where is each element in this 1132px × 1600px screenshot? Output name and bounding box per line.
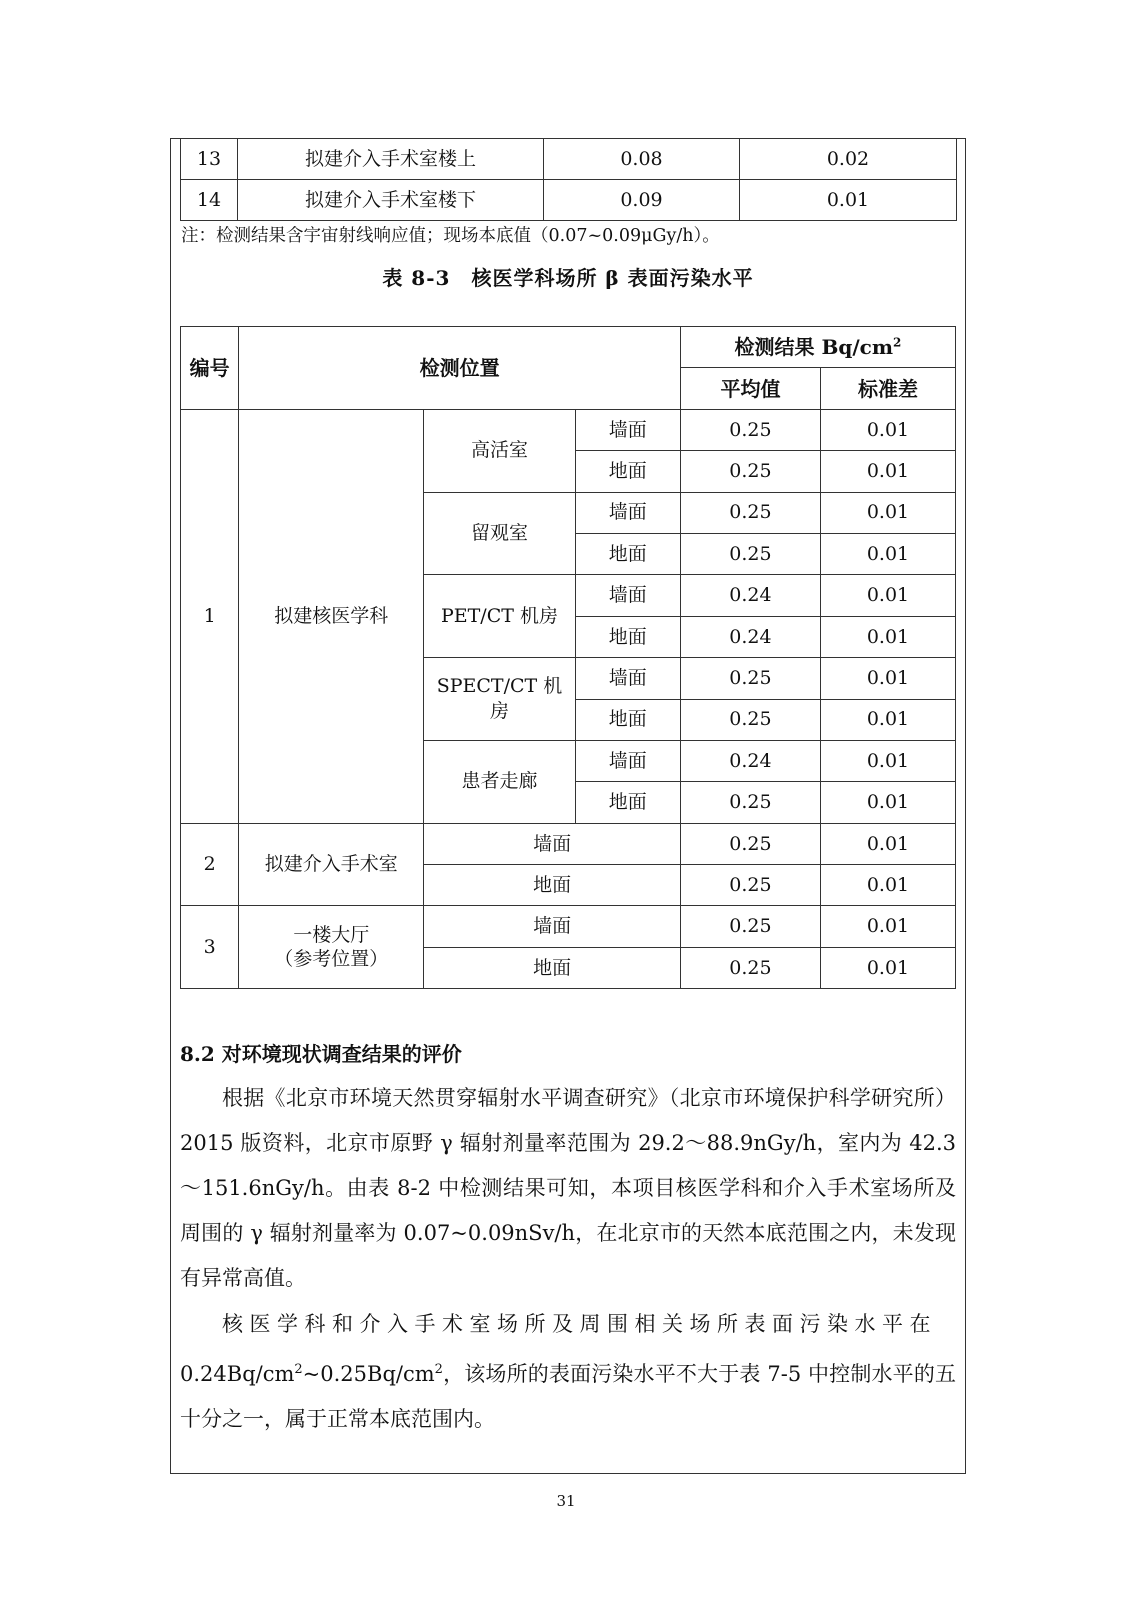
page-number: 31: [556, 1492, 576, 1510]
paragraph-gamma-dose: 根据《北京市环境天然贯穿辐射水平调查研究》（北京市环境保护科学研究所）2015 版资料，北京市原野 γ 辐射剂量率范围为 29.2～88.9nGy/h，室内为 42.3～151.6nGy/h。由表 8-2 中检测结果可知，本项目核医学科和介入手术室场所及周围的 γ 辐射剂量率为 0.07~0.09nSv/h，在北京市的天然本底范围之内，未发现有异常高值。: [180, 1086, 956, 1290]
value-cell: 0.08: [544, 139, 740, 180]
surface-cell: 地面: [575, 451, 680, 492]
mean-cell: 0.25: [680, 782, 820, 823]
value-cell: 0.02: [740, 139, 957, 180]
mean-cell: 0.24: [680, 740, 820, 781]
room-cell: 高活室: [424, 409, 575, 492]
table-row: [181, 823, 956, 864]
surface-cell: 墙面: [575, 575, 680, 616]
mean-cell: 0.24: [680, 616, 820, 657]
surface-cell: 墙面: [575, 492, 680, 533]
header-mean: 平均值: [680, 368, 820, 409]
surface-cell: 地面: [424, 947, 681, 988]
room-cell: 留观室: [424, 492, 575, 575]
surface-cell: 墙面: [424, 823, 681, 864]
value-cell: 0.01: [740, 180, 957, 221]
table-note: 注：检测结果含宇宙射线响应值；现场本底值（0.07~0.09μGy/h）。: [181, 226, 720, 246]
mean-cell: 0.25: [680, 865, 820, 906]
header-std: 标准差: [820, 368, 955, 409]
mean-cell: 0.25: [680, 451, 820, 492]
mean-cell: 0.25: [680, 492, 820, 533]
surface-cell: 地面: [575, 782, 680, 823]
table-caption: 表 8-3 核医学科场所 β 表面污染水平: [382, 266, 754, 290]
header-location: 检测位置: [239, 327, 681, 410]
group-area: 拟建核医学科: [239, 409, 424, 823]
std-cell: 0.01: [820, 533, 955, 574]
group-number: 2: [181, 823, 239, 906]
mean-cell: 0.25: [680, 409, 820, 450]
section-title: 8.2 对环境现状调查结果的评价: [180, 1042, 462, 1066]
surface-cell: 地面: [575, 699, 680, 740]
group-area: 拟建介入手术室: [239, 823, 424, 906]
mean-cell: 0.25: [680, 658, 820, 699]
group-number: 3: [181, 906, 239, 989]
std-cell: 0.01: [820, 492, 955, 533]
room-cell: PET/CT 机房: [424, 575, 575, 658]
std-cell: 0.01: [820, 823, 955, 864]
table-row: [181, 180, 957, 221]
std-cell: 0.01: [820, 658, 955, 699]
table-row: [181, 139, 957, 180]
mean-cell: 0.25: [680, 533, 820, 574]
surface-cell: 墙面: [424, 906, 681, 947]
dose-rate-table-continued: [180, 138, 957, 221]
surface-contamination-table: [180, 326, 956, 989]
header-row: [181, 327, 956, 368]
std-cell: 0.01: [820, 782, 955, 823]
header-number: 编号: [181, 327, 239, 410]
room-cell: 患者走廊: [424, 740, 575, 823]
surface-cell: 墙面: [575, 658, 680, 699]
header-result: 检测结果 $Bq/cm^2$: [680, 327, 955, 368]
mean-cell: 0.25: [680, 906, 820, 947]
std-cell: 0.01: [820, 699, 955, 740]
std-cell: 0.01: [820, 409, 955, 450]
location-cell: 拟建介入手术室楼上: [238, 139, 544, 180]
surface-cell: 地面: [424, 865, 681, 906]
surface-cell: 墙面: [575, 740, 680, 781]
mean-cell: 0.25: [680, 699, 820, 740]
table-row: [181, 409, 956, 450]
mean-cell: 0.25: [680, 823, 820, 864]
row-number: 14: [181, 180, 238, 221]
std-cell: 0.01: [820, 451, 955, 492]
row-number: 13: [181, 139, 238, 180]
table-row: [181, 906, 956, 947]
group-area: 一楼大厅 （参考位置）: [239, 906, 424, 989]
std-cell: 0.01: [820, 865, 955, 906]
std-cell: 0.01: [820, 906, 955, 947]
paragraph-surface-contamination: 核医学科和介入手术室场所及周围相关场所表面污染水平在 $0.24Bq/cm^2\sim 0.25Bq/cm^2$，该场所的表面污染水平不大于表 7-5 中控制水平的五十分之一，属于正常本底范围内。: [180, 1312, 956, 1431]
std-cell: 0.01: [820, 575, 955, 616]
location-cell: 拟建介入手术室楼下: [238, 180, 544, 221]
std-cell: 0.01: [820, 740, 955, 781]
std-cell: 0.01: [820, 616, 955, 657]
surface-cell: 地面: [575, 616, 680, 657]
group-number: 1: [181, 409, 239, 823]
std-cell: 0.01: [820, 947, 955, 988]
surface-cell: 地面: [575, 533, 680, 574]
mean-cell: 0.25: [680, 947, 820, 988]
value-cell: 0.09: [544, 180, 740, 221]
surface-cell: 墙面: [575, 409, 680, 450]
room-cell: SPECT/CT 机 房: [424, 658, 575, 741]
mean-cell: 0.24: [680, 575, 820, 616]
